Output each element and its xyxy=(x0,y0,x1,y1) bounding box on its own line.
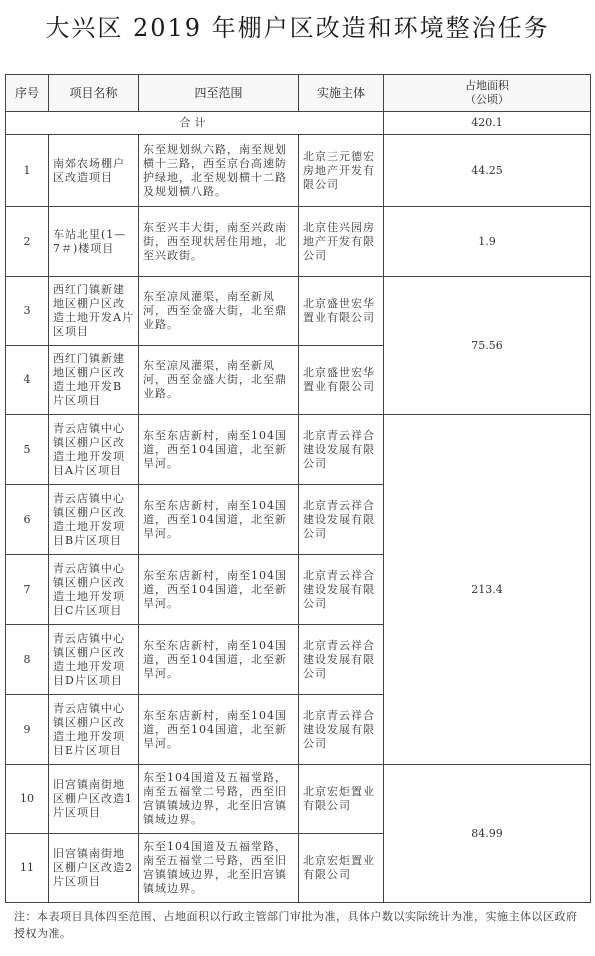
row-scope: 东至兴丰大街，南至兴政南街，西至现状居住用地，北至兴政街。 xyxy=(139,207,299,277)
header-area xyxy=(384,75,591,112)
row-area-merged: 213.4 xyxy=(384,415,591,765)
header-area-label: 占地面积 xyxy=(465,79,509,92)
row-scope: 东至104国道及五福堂路，南至五福堂二号路，西至旧宫镇镇域边界，北至旧宫镇镇域边界。 xyxy=(139,765,299,834)
table-row xyxy=(6,415,591,485)
footnote: 注：本表项目具体四至范围、占地面积以行政主管部门审批为准，具体户数以实际统计为准，实施主体以区政府授权为准。 xyxy=(14,910,578,940)
row-scope: 东至东店新村，南至104国道，西至104国道，北至新旱河。 xyxy=(139,625,299,695)
row-entity: 北京盛世宏华置业有限公司 xyxy=(299,277,384,346)
row-name: 南郊农场棚户区改造项目 xyxy=(49,135,139,207)
task-table xyxy=(5,74,591,903)
row-name: 青云店镇中心镇区棚户区改造土地开发项目A片区项目 xyxy=(49,415,139,485)
row-no: 5 xyxy=(6,415,49,485)
row-no: 8 xyxy=(6,625,49,695)
header-no: 序号 xyxy=(6,75,49,112)
row-scope: 东至凉凤灌渠，南至新凤河，西至金盛大街，北至鼎业路。 xyxy=(139,277,299,346)
row-entity: 北京青云祥合建设发展有限公司 xyxy=(299,415,384,485)
row-no: 4 xyxy=(6,346,49,415)
row-no: 2 xyxy=(6,207,49,277)
table-row xyxy=(6,765,591,834)
row-entity: 北京青云祥合建设发展有限公司 xyxy=(299,555,384,625)
row-entity: 北京青云祥合建设发展有限公司 xyxy=(299,695,384,765)
total-label: 合计 xyxy=(6,112,384,135)
row-entity: 北京青云祥合建设发展有限公司 xyxy=(299,485,384,555)
row-scope: 东至104国道及五福堂路，南至五福堂二号路，西至旧宫镇镇域边界，北至旧宫镇镇域边界。 xyxy=(139,834,299,903)
row-no: 11 xyxy=(6,834,49,903)
table-row xyxy=(6,135,591,207)
row-scope: 东至东店新村，南至104国道，西至104国道，北至新旱河。 xyxy=(139,695,299,765)
row-entity: 北京三元德宏房地产开发有限公司 xyxy=(299,135,384,207)
page-title: 大兴区 2019 年棚户区改造和环境整治任务 xyxy=(45,14,550,42)
row-name: 青云店镇中心镇区棚户区改造土地开发项目B片区项目 xyxy=(49,485,139,555)
header-entity: 实施主体 xyxy=(299,75,384,112)
row-entity: 北京宏炬置业有限公司 xyxy=(299,834,384,903)
row-name: 西红门镇新建地区棚户区改造土地开发A片区项目 xyxy=(49,277,139,346)
row-entity: 北京佳兴园房地产开发有限公司 xyxy=(299,207,384,277)
row-name: 旧宫镇南街地区棚户区改造1片区项目 xyxy=(49,765,139,834)
row-name: 青云店镇中心镇区棚户区改造土地开发项目C片区项目 xyxy=(49,555,139,625)
total-value: 420.1 xyxy=(384,112,591,135)
row-name: 青云店镇中心镇区棚户区改造土地开发项目D片区项目 xyxy=(49,625,139,695)
row-area-merged: 75.56 xyxy=(384,277,591,415)
row-area-merged: 84.99 xyxy=(384,765,591,903)
row-area: 44.25 xyxy=(384,135,591,207)
row-no: 7 xyxy=(6,555,49,625)
header-area-unit: （公顷） xyxy=(465,93,509,106)
row-name: 西红门镇新建地区棚户区改造土地开发B片区项目 xyxy=(49,346,139,415)
row-name: 车站北里(1—7＃)楼项目 xyxy=(49,207,139,277)
row-no: 6 xyxy=(6,485,49,555)
row-no: 3 xyxy=(6,277,49,346)
header-scope: 四至范围 xyxy=(139,75,299,112)
table-row xyxy=(6,277,591,346)
row-name: 青云店镇中心镇区棚户区改造土地开发项目E片区项目 xyxy=(49,695,139,765)
row-area: 1.9 xyxy=(384,207,591,277)
row-entity: 北京青云祥合建设发展有限公司 xyxy=(299,625,384,695)
row-entity: 北京盛世宏华置业有限公司 xyxy=(299,346,384,415)
header-name: 项目名称 xyxy=(49,75,139,112)
row-scope: 东至规划纵六路，南至规划横十三路，西至京台高速防护绿地，北至规划横十二路及规划横八路。 xyxy=(139,135,299,207)
row-no: 10 xyxy=(6,765,49,834)
row-scope: 东至东店新村，南至104国道，西至104国道，北至新旱河。 xyxy=(139,485,299,555)
table-header-row xyxy=(6,75,591,112)
row-scope: 东至东店新村，南至104国道，西至104国道，北至新旱河。 xyxy=(139,415,299,485)
row-entity: 北京宏炬置业有限公司 xyxy=(299,765,384,834)
row-name: 旧宫镇南街地区棚户区改造2片区项目 xyxy=(49,834,139,903)
row-no: 1 xyxy=(6,135,49,207)
row-scope: 东至凉凤灌渠，南至新凤河，西至金盛大街，北至鼎业路。 xyxy=(139,346,299,415)
table-row xyxy=(6,207,591,277)
row-scope: 东至东店新村，南至104国道，西至104国道，北至新旱河。 xyxy=(139,555,299,625)
total-row xyxy=(6,112,591,135)
row-no: 9 xyxy=(6,695,49,765)
